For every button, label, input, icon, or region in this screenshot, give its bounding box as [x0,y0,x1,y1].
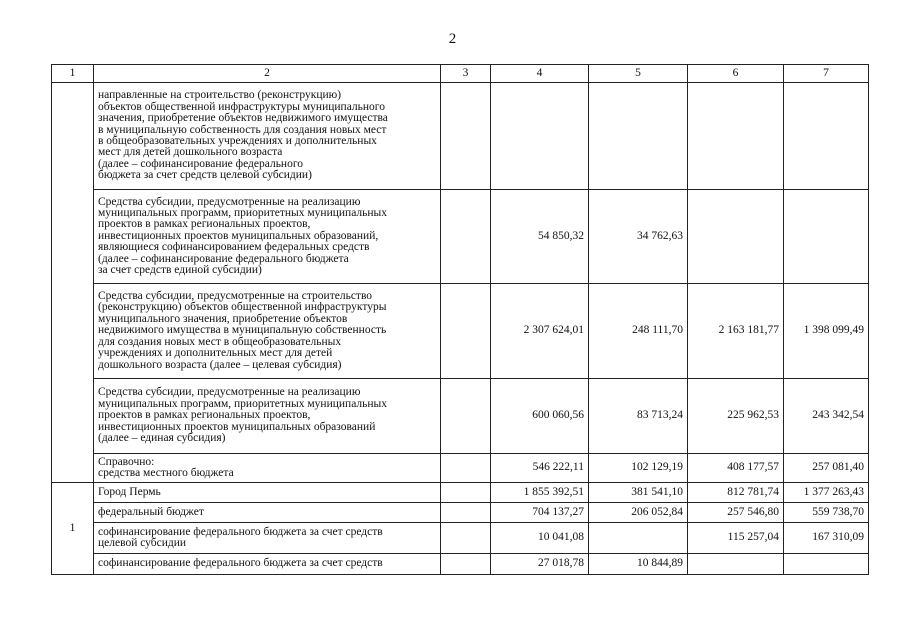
value-cell: 83 713,24 [589,379,688,454]
header-cell: 3 [441,65,491,83]
value-cell: 1 377 263,43 [784,483,869,503]
header-cell: 5 [589,65,688,83]
table-row [52,523,869,554]
value-cell: 2 307 624,01 [491,284,589,379]
value-cell: 704 137,27 [491,503,589,523]
description-cell: Средства субсидии, предусмотренные на строительство (реконструкцию) объектов общественной инфраструктуры муниципального значения, приобретение объектов недвижимого имущества в муниципальную собственность для создания новых мест в общеобразовательных учреждениях и дополнительных мест для детей дошкольного возраста (далее – целевая субсидия) [94,284,441,379]
value-cell [441,454,491,483]
row-number-cell [52,83,94,483]
value-cell: 54 850,32 [491,190,589,284]
table-row [52,284,869,379]
value-cell [441,190,491,284]
value-cell: 546 222,11 [491,454,589,483]
value-cell [784,554,869,575]
table-row [52,379,869,454]
value-cell [441,503,491,523]
description-cell: Город Пермь [94,483,441,503]
value-cell: 1 855 392,51 [491,483,589,503]
value-cell: 812 781,74 [688,483,784,503]
value-cell [441,284,491,379]
value-cell [441,483,491,503]
value-cell [441,379,491,454]
description-cell: федеральный бюджет [94,503,441,523]
value-cell: 408 177,57 [688,454,784,483]
value-cell [688,554,784,575]
value-cell: 248 111,70 [589,284,688,379]
header-cell: 7 [784,65,869,83]
value-cell [784,190,869,284]
table-row [52,190,869,284]
value-cell: 381 541,10 [589,483,688,503]
value-cell: 225 962,53 [688,379,784,454]
table-row [52,83,869,190]
value-cell: 115 257,04 [688,523,784,554]
table-row [52,554,869,575]
value-cell: 1 398 099,49 [784,284,869,379]
value-cell: 257 081,40 [784,454,869,483]
value-cell: 206 052,84 [589,503,688,523]
value-cell [589,83,688,190]
table-row [52,454,869,483]
table-row [52,483,869,503]
page-number: 2 [448,31,457,47]
row-number-cell: 1 [52,483,94,575]
value-cell [688,190,784,284]
description-cell: направленные на строительство (реконструкцию) объектов общественной инфраструктуры муниципального значения, приобретение объектов недвижимого имущества в муниципальную собственность для создания новых мест в общеобразовательных учреждениях и дополнительных мест для детей дошкольного возраста (далее – софинансирование федерального бюджета за счет средств целевой субсидии) [94,83,441,190]
header-cell: 1 [52,65,94,83]
header-cell: 6 [688,65,784,83]
value-cell: 27 018,78 [491,554,589,575]
description-cell: софинансирование федерального бюджета за счет средств [94,554,441,575]
value-cell [784,83,869,190]
description-cell: Справочно: средства местного бюджета [94,454,441,483]
description-cell: Средства субсидии, предусмотренные на реализацию муниципальных программ, приоритетных муниципальных проектов в рамках региональных проектов, инвестиционных проектов муниципальных образований (далее – единая субсидия) [94,379,441,454]
header-cell: 4 [491,65,589,83]
value-cell: 167 310,09 [784,523,869,554]
value-cell [441,83,491,190]
header-cell: 2 [94,65,441,83]
value-cell: 600 060,56 [491,379,589,454]
value-cell [441,554,491,575]
value-cell: 10 844,89 [589,554,688,575]
description-cell: софинансирование федерального бюджета за счет средств целевой субсидии [94,523,441,554]
value-cell [441,523,491,554]
budget-table [51,64,869,575]
value-cell: 243 342,54 [784,379,869,454]
description-cell: Средства субсидии, предусмотренные на реализацию муниципальных программ, приоритетных муниципальных проектов в рамках региональных проектов, инвестиционных проектов муниципальных образований, являющиеся софинансированием федеральных средств (далее – софинансирование федерального бюджета за счет средств единой субсидии) [94,190,441,284]
table-row [52,503,869,523]
value-cell [491,83,589,190]
value-cell: 34 762,63 [589,190,688,284]
value-cell [589,523,688,554]
value-cell [688,83,784,190]
value-cell: 102 129,19 [589,454,688,483]
value-cell: 559 738,70 [784,503,869,523]
header-row [52,65,869,83]
value-cell: 10 041,08 [491,523,589,554]
value-cell: 257 546,80 [688,503,784,523]
value-cell: 2 163 181,77 [688,284,784,379]
